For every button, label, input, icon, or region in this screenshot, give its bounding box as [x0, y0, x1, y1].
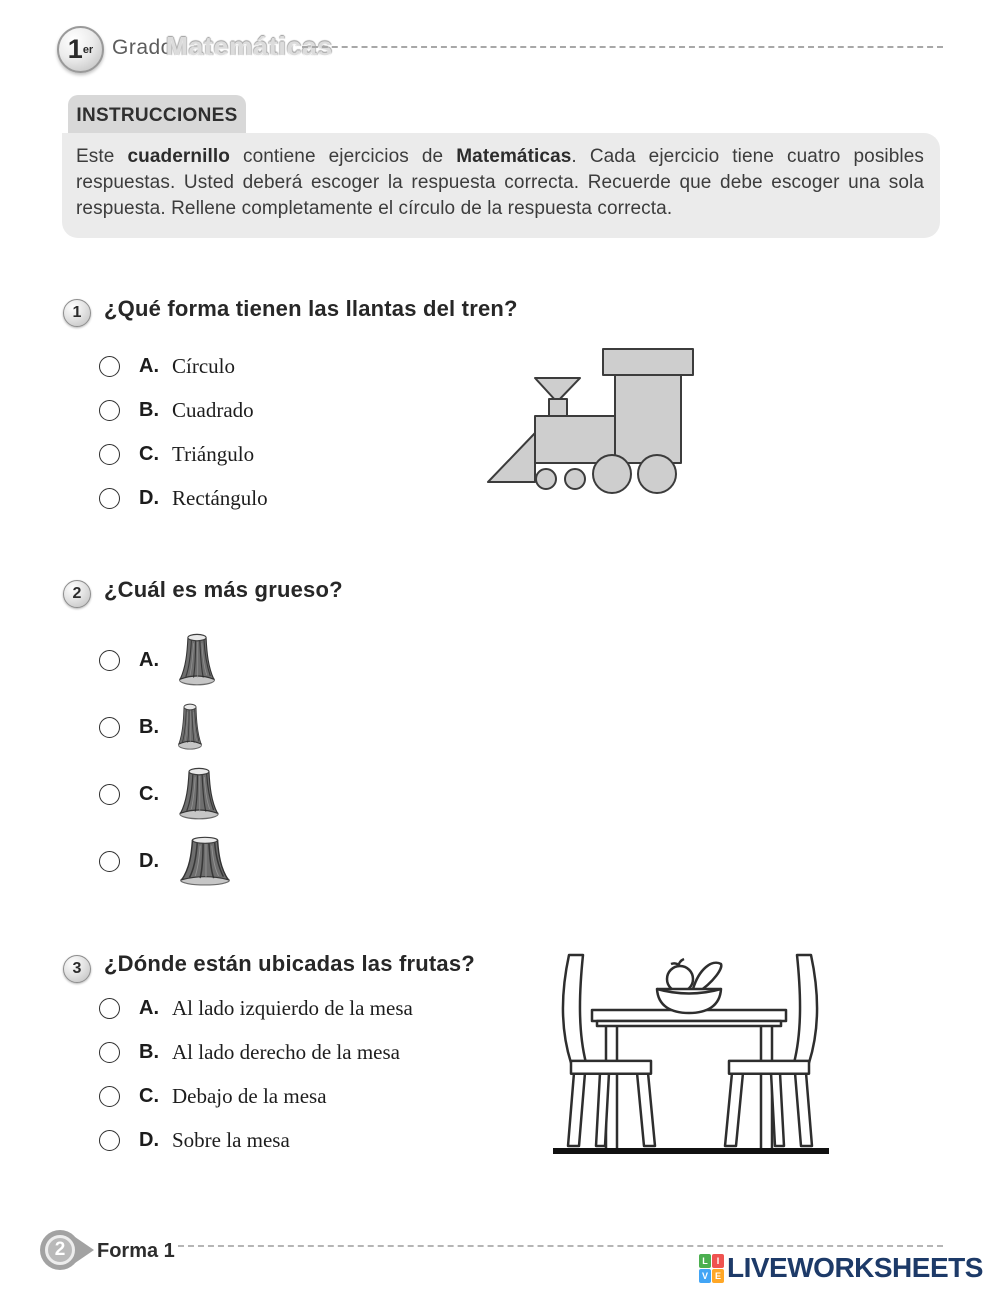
option-row: [99, 765, 222, 823]
option-text: Al lado derecho de la mesa: [172, 1039, 400, 1064]
table-leg: [761, 1020, 772, 1150]
option-radio[interactable]: [99, 998, 120, 1019]
option-letter: B.: [139, 1040, 159, 1063]
instructions-seg2: cuadernillo: [127, 146, 230, 167]
option-row: [99, 483, 268, 513]
option-radio[interactable]: [99, 488, 120, 509]
train-roof-rect: [603, 349, 693, 375]
liveworksheets-logo[interactable]: [699, 1252, 983, 1284]
tree-stump-thickest-image: [176, 835, 234, 888]
option-radio[interactable]: [99, 650, 120, 671]
instructions-text: [76, 144, 924, 223]
option-text: Sobre la mesa: [172, 1127, 290, 1152]
question-3-badge: 3: [63, 955, 91, 983]
logo-square-e: E: [712, 1269, 724, 1283]
option-radio[interactable]: [99, 1086, 120, 1107]
grade-badge: [57, 26, 104, 73]
option-text: Rectángulo: [172, 485, 268, 510]
train-front-triangle: [488, 433, 535, 482]
grade-number: 1: [67, 34, 83, 64]
option-letter: A.: [139, 648, 159, 671]
train-cab-rect: [615, 375, 681, 463]
option-letter: B.: [139, 715, 159, 738]
train-small-wheel: [536, 469, 556, 489]
table-top-edge: [597, 1021, 781, 1026]
instructions-seg1: Este: [76, 146, 128, 167]
instructions-seg5: . Cada ejercicio tiene cuatro posibles respuestas. Usted deberá escoger la respuesta correcta. Recuerde que debe escoger una sola respuesta. Rellene completamente el círculo de la respuesta correcta.: [76, 146, 924, 220]
option-radio[interactable]: [99, 1130, 120, 1151]
footer-dashed-line: [178, 1245, 943, 1247]
option-radio[interactable]: [99, 784, 120, 805]
option-text: Al lado izquierdo de la mesa: [172, 995, 413, 1020]
option-letter: D.: [139, 1128, 159, 1151]
option-row: [99, 833, 234, 889]
header-dashed-line: [302, 46, 943, 48]
train-illustration: [483, 343, 723, 498]
option-row: [99, 439, 254, 469]
grade-ordinal: er: [82, 43, 94, 56]
option-row: [99, 1081, 327, 1111]
option-radio[interactable]: [99, 400, 120, 421]
option-row: [99, 993, 413, 1023]
logo-square-l: L: [699, 1254, 711, 1268]
instructions-seg4: Matemáticas: [456, 146, 572, 167]
table-illustration: [545, 952, 835, 1157]
option-radio[interactable]: [99, 356, 120, 377]
option-letter: C.: [139, 442, 159, 465]
train-large-wheel: [593, 455, 631, 493]
footer-form-label: Forma 1: [97, 1240, 175, 1262]
option-row: [99, 1037, 400, 1067]
instructions-seg3: contiene ejercicios de: [229, 146, 457, 167]
option-text: Círculo: [172, 353, 235, 378]
question-2-title: ¿Cuál es más grueso?: [104, 577, 343, 602]
subject-title: Matemáticas: [166, 31, 334, 61]
instructions-tab: INSTRUCCIONES: [68, 95, 246, 137]
option-radio[interactable]: [99, 444, 120, 465]
option-letter: A.: [139, 996, 159, 1019]
question-1-badge: 1: [63, 299, 91, 327]
option-radio[interactable]: [99, 851, 120, 872]
option-letter: D.: [139, 486, 159, 509]
train-chimney-rect: [549, 399, 567, 417]
option-letter: C.: [139, 1084, 159, 1107]
option-row: [99, 395, 254, 425]
tree-stump-medium-image: [176, 632, 218, 688]
option-row: [99, 351, 235, 381]
tree-stump-wide-image: [176, 766, 222, 822]
option-row: [99, 630, 218, 690]
liveworksheets-logo-grid: [699, 1254, 724, 1283]
option-row: [99, 701, 204, 753]
train-small-wheel: [565, 469, 585, 489]
question-1-title: ¿Qué forma tienen las llantas del tren?: [104, 296, 518, 321]
option-letter: C.: [139, 782, 159, 805]
question-2-badge: 2: [63, 580, 91, 608]
train-large-wheel: [638, 455, 676, 493]
liveworksheets-logo-text: LIVEWORKSHEETS: [727, 1252, 983, 1283]
option-radio[interactable]: [99, 717, 120, 738]
option-letter: A.: [139, 354, 159, 377]
option-letter: B.: [139, 398, 159, 421]
option-text: Triángulo: [172, 441, 255, 466]
logo-square-v: V: [699, 1269, 711, 1283]
question-3-title: ¿Dónde están ubicadas las frutas?: [104, 951, 475, 976]
footer-page-number: 2: [54, 1239, 66, 1260]
option-row: [99, 1125, 290, 1155]
instructions-box: [62, 133, 940, 238]
grade-word: Grado: [112, 36, 173, 59]
logo-square-i: I: [712, 1254, 724, 1268]
option-text: Debajo de la mesa: [172, 1083, 327, 1108]
train-body-rect: [535, 416, 615, 463]
option-text: Cuadrado: [172, 397, 254, 422]
option-radio[interactable]: [99, 1042, 120, 1063]
tree-stump-thin-image: [176, 702, 204, 752]
option-letter: D.: [139, 849, 159, 872]
